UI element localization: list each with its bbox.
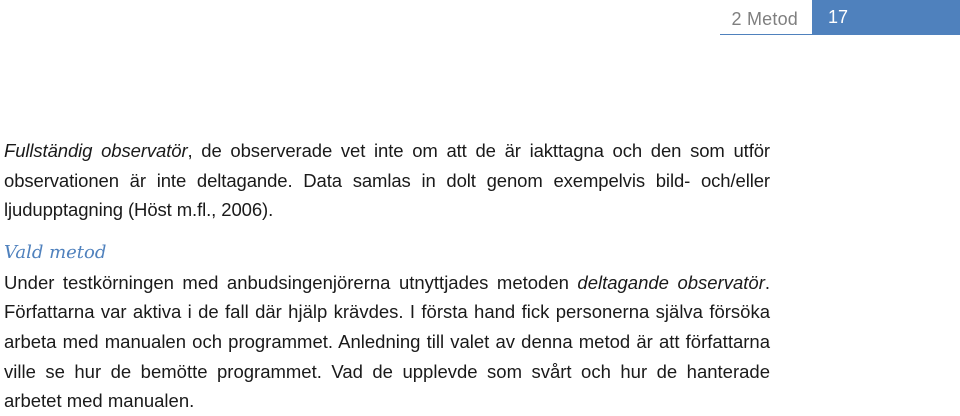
paragraph-chosen-method <box>4 268 770 416</box>
paragraph-observer-definition <box>4 136 770 225</box>
page-header <box>0 0 960 36</box>
page-number: 17 <box>812 0 960 34</box>
paragraph-text: , de observerade vet inte om att de är iakttagna och den som utför observationen är inte deltagande. Data samlas in dolt genom exempelvis bild- och/eller ljudupptagning (Höst m.fl., 2006). <box>4 140 770 220</box>
term-full-observer: Fullständig observatör <box>4 140 188 161</box>
document-body <box>4 136 770 416</box>
chapter-title: 2 Metod <box>731 9 798 29</box>
term-participant-observer: deltagande observatör <box>577 271 765 293</box>
paragraph-text-rest: . Författarna var aktiva i de fall där hjälp krävdes. I första hand fick personerna själva försöka arbeta med manualen och programmet. Anledning till valet av denna metod är att författarna ville se hur de bemötte programmet. Vad de upplevde som svårt och hur de hanterade arbetet med manualen. <box>4 271 771 412</box>
section-heading: Vald metod <box>4 241 107 263</box>
paragraph-text-start: Under testkörningen med anbudsingenjörerna utnyttjades metoden <box>4 271 578 293</box>
header-rule <box>720 34 960 35</box>
